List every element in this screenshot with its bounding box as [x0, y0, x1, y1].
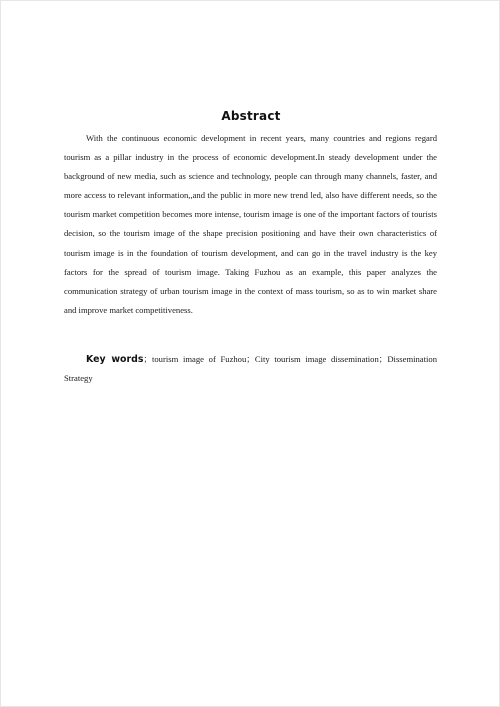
keywords-list: ；tourism image of Fuzhou；City tourism image dissemination；Dissemination Strategy [64, 354, 437, 384]
keywords-label: Key words [86, 354, 144, 365]
abstract-paragraph: With the continuous economic development in recent years, many countries and regions regard tourism as a pillar industry in the process of economic development.In steady development under the background of new media, such as science and technology, people can through many channels, faster, and more access to relevant information,,and the public in more new trend led, also have different needs, so the tourism market competition becomes more intense, tourism image is one of the important factors of tourists decision, so the tourism image of the shape precision positioning and have their own characteristics of tourism image is in the foundation of tourism development, and can go in the travel industry is the key factors for the spread of tourism image. Taking Fuzhou as an example, this paper analyzes the communication strategy of urban tourism image in the context of mass tourism, so as to win market share and improve market competitiveness. [64, 133, 437, 315]
keywords-paragraph [64, 350, 437, 388]
abstract-heading: Abstract [221, 109, 281, 123]
